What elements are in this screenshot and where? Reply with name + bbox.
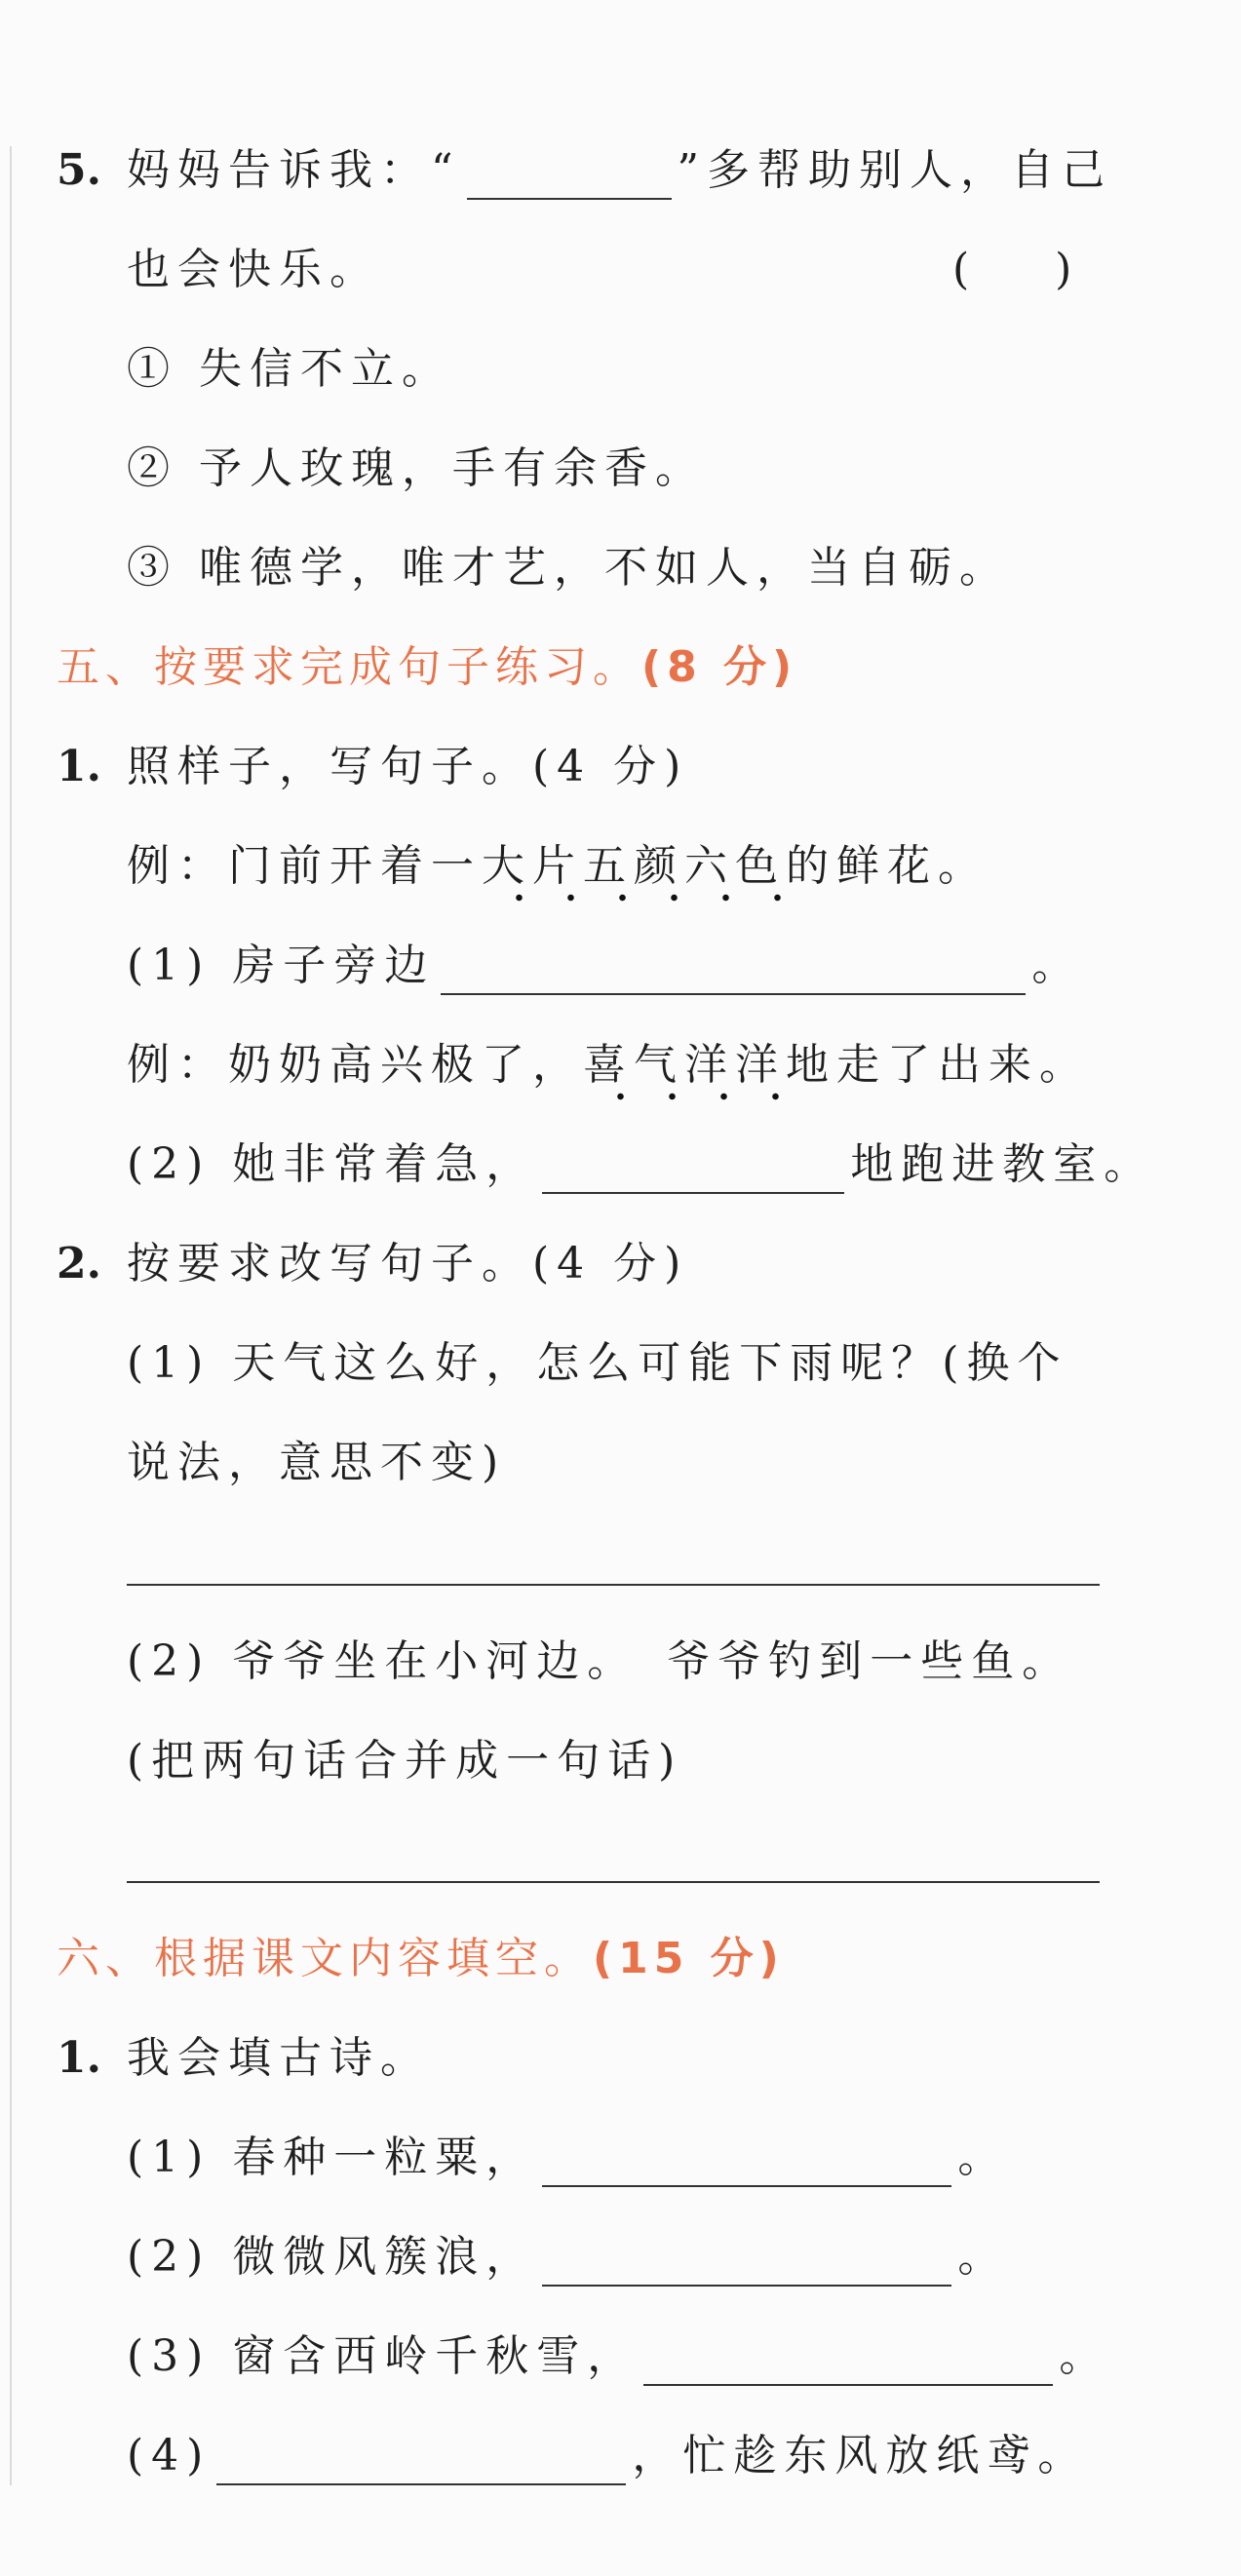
s5q2-answer-line-1[interactable] bbox=[127, 1584, 1100, 1586]
q5-blank[interactable] bbox=[467, 155, 672, 200]
poem-1-prefix: (1) 春种一粒粟， bbox=[127, 2133, 537, 2182]
q5-option-2-text: ② 予人玫瑰，手有余香。 bbox=[127, 443, 706, 493]
poem-2-prefix: (2) 微微风簇浪， bbox=[127, 2232, 537, 2282]
s5q1-title: 照样子，写句子。(4 分) bbox=[127, 742, 689, 791]
s5q1-number: 1. bbox=[57, 742, 101, 791]
s6q1-number: 1. bbox=[57, 2033, 101, 2083]
page-edge bbox=[10, 146, 12, 2485]
example-1-prefix: 例：门前开着一 bbox=[127, 841, 482, 891]
s6q1-title: 我会填古诗。 bbox=[127, 2033, 431, 2083]
s5q2-number: 2. bbox=[57, 1239, 101, 1288]
q5-option-3-text: ③ 唯德学，唯才艺，不如人，当自砺。 bbox=[127, 543, 1010, 593]
example-1-suffix: 的鲜花。 bbox=[786, 841, 989, 891]
item-1-prefix: (1) 房子旁边 bbox=[127, 941, 436, 990]
section-5-title: 五、按要求完成句子练习。 bbox=[57, 642, 641, 692]
section-5-score: (8 分) bbox=[641, 642, 798, 692]
s5q2-item-1-text1: (1) 天气这么好，怎么可能下雨呢？(换个 bbox=[127, 1338, 1068, 1388]
example-2-suffix: 地走了出来。 bbox=[786, 1040, 1090, 1090]
poem-4-blank[interactable] bbox=[216, 2441, 626, 2485]
poem-4-suffix: ，忙趁东风放纸鸢。 bbox=[632, 2431, 1089, 2480]
s5q2-answer-line-2[interactable] bbox=[127, 1881, 1100, 1883]
item-2-blank[interactable] bbox=[542, 1149, 844, 1194]
item-2-suffix: 地跑进教室。 bbox=[850, 1139, 1155, 1189]
section-6-title: 六、根据课文内容填空。 bbox=[57, 1934, 593, 1983]
poem-3-blank[interactable] bbox=[643, 2341, 1053, 2386]
s5q2-title: 按要求改写句子。(4 分) bbox=[127, 1239, 689, 1288]
item-1-blank[interactable] bbox=[441, 950, 1026, 995]
q5-number: 5. bbox=[57, 145, 101, 195]
example-2-prefix: 例：奶奶高兴极了， bbox=[127, 1040, 583, 1090]
poem-1-blank[interactable] bbox=[542, 2142, 951, 2187]
q5-answer-paren[interactable]: ( ) bbox=[952, 245, 1072, 294]
q5-option-1-text: ① 失信不立。 bbox=[127, 344, 452, 394]
q5-line2-text: 也会快乐。 bbox=[127, 245, 380, 294]
poem-3-prefix: (3) 窗含西岭千秋雪， bbox=[127, 2331, 639, 2381]
s5q2-item-2-text2: (把两句话合并成一句话) bbox=[127, 1736, 683, 1786]
section-6-score: (15 分) bbox=[593, 1934, 785, 1983]
poem-2-suffix: 。 bbox=[957, 2232, 1009, 2282]
poem-3-suffix: 。 bbox=[1059, 2331, 1110, 2381]
q5-text-a: 妈妈告诉我：“ bbox=[127, 145, 461, 195]
s5q2-item-2-text1: (2) 爷爷坐在小河边。 爷爷钓到一些鱼。 bbox=[127, 1636, 1073, 1686]
poem-1-suffix: 。 bbox=[957, 2133, 1009, 2182]
example-1-emphasis: 大片五颜六色 bbox=[482, 837, 786, 896]
example-2-emphasis: 喜气洋洋 bbox=[583, 1036, 786, 1095]
s5q2-item-1-text2: 说法，意思不变) bbox=[127, 1438, 507, 1487]
poem-2-blank[interactable] bbox=[542, 2242, 951, 2287]
poem-4-prefix: (4) bbox=[127, 2431, 212, 2480]
item-2-prefix: (2) 她非常着急， bbox=[127, 1139, 537, 1189]
q5-text-b: ”多帮助别人，自己 bbox=[677, 145, 1112, 195]
item-1-suffix: 。 bbox=[1031, 941, 1083, 990]
